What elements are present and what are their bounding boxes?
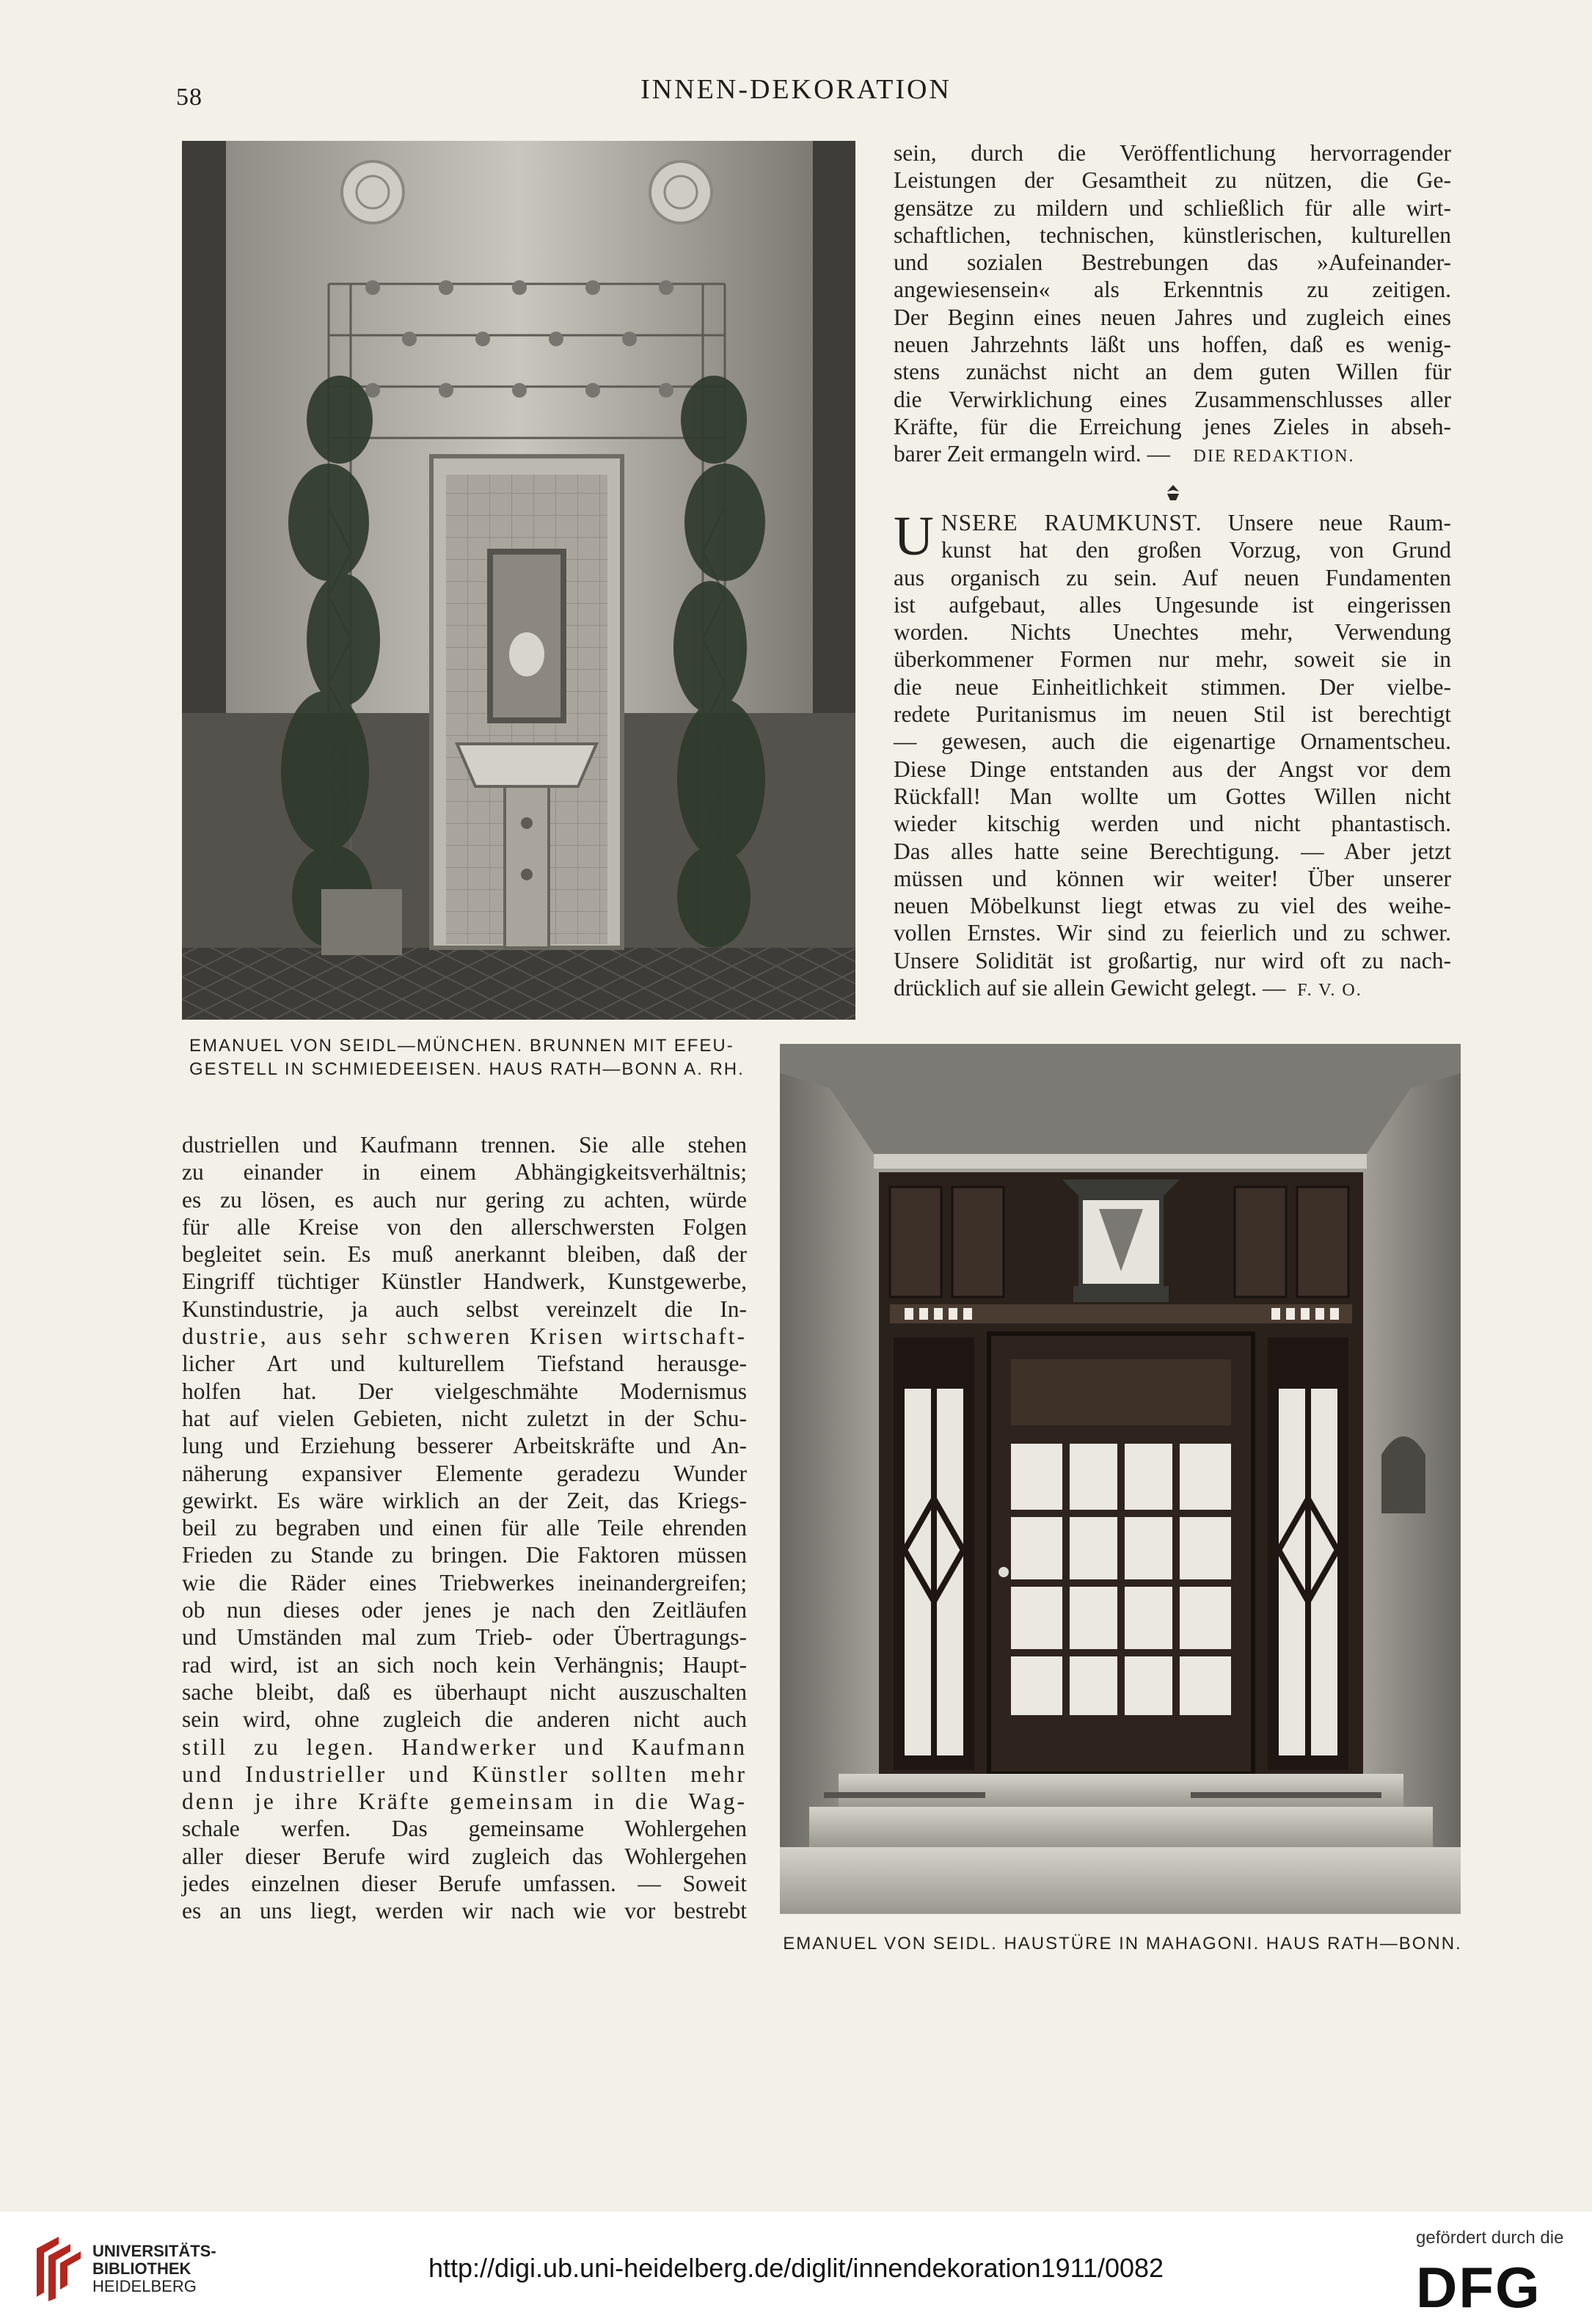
fountain-caption-line-2: GESTELL IN SCHMIEDEEISEN. HAUS RATH—BONN A. RH.: [189, 1059, 745, 1079]
last-line-text: drücklich auf sie allein Gewicht gelegt. —: [894, 975, 1286, 1001]
text-line: [894, 509, 1451, 536]
text-line-last: [894, 440, 1451, 470]
raumkunst-section: [894, 505, 1451, 1004]
text-line: hat auf vielen Gebieten, nicht zuletzt in der Schu-: [182, 1405, 747, 1431]
text-line: Eingriff tüchtiger Künstler Handwerk, Kunstgewerbe,: [182, 1268, 747, 1295]
text-line: Leistungen der Gesamtheit zu nützen, die Ge-: [894, 167, 1451, 194]
text-line: Unsere Solidität ist großartig, nur wird oft zu nach-: [894, 947, 1451, 973]
text-line: die neue Einheitlichkeit stimmen. Der vielbe-: [894, 673, 1451, 700]
text-line: wieder kitschig werden und nicht phantastisch.: [894, 811, 1451, 837]
text-line: und Industrieller und Künstler sollten mehr: [182, 1761, 747, 1787]
dfg-logo: DFG: [1416, 2255, 1541, 2320]
intro-text-column: [894, 139, 1451, 471]
university-library-name: [92, 2243, 216, 2295]
running-head: [0, 73, 1592, 117]
text-line: begleitet sein. Es muß anerkannt bleiben, daß der: [182, 1241, 747, 1268]
text-line: Kräfte, für die Erreichung jenes Zieles in abseh-: [894, 413, 1451, 439]
text-line: gensätze zu mildern und schließlich für alle wirt-: [894, 194, 1451, 221]
text-line: müssen und können wir weiter! Über unserer: [894, 865, 1451, 891]
text-line: für alle Kreise von den allerschwersten Folgen: [182, 1213, 747, 1240]
text-line-last: [894, 974, 1451, 1004]
text-line: Kunstindustrie, ja auch selbst vereinzelt die In-: [182, 1296, 747, 1322]
text-line: angewiesensein« als Erkenntnis zu zeitigen.: [894, 277, 1451, 303]
text-line: sache bleibt, daß es überhaupt nicht auszuschalten: [182, 1678, 747, 1705]
door-photo: [780, 1044, 1461, 1914]
text-line: Diese Dinge entstanden aus der Angst vor dem: [894, 756, 1451, 782]
text-line: sein, durch die Veröffentlichung hervorragender: [894, 140, 1451, 166]
text-line: zu einander in einem Abhängigkeitsverhältnis;: [182, 1159, 747, 1185]
text-line: sein wird, ohne zugleich die anderen nicht auch: [182, 1706, 747, 1733]
text-line: worden. Nichts Unechtes mehr, Verwendung: [894, 619, 1451, 646]
text-line: es zu lösen, es auch nur gering zu achten, würde: [182, 1186, 747, 1213]
text-line: näherung expansiver Elemente geradezu Wunder: [182, 1460, 747, 1486]
door-illustration: [780, 1044, 1461, 1914]
page-number: 58: [176, 84, 202, 111]
text-line: dustriellen und Kaufmann trennen. Sie alle stehen: [182, 1132, 747, 1158]
fountain-illustration: [182, 141, 855, 1020]
text-line: vollen Ernstes. Wir sind zu feierlich und zu schwer.: [894, 920, 1451, 946]
text-line: beil zu begraben und einen für alle Teile ehrenden: [182, 1515, 747, 1541]
text-line: und sozialen Bestrebungen das »Aufeinander-: [894, 249, 1451, 276]
text-line: überkommener Formen nur mehr, soweit sie in: [894, 646, 1451, 673]
author-signature: F. V. O.: [1297, 981, 1362, 1001]
text-line: — gewesen, auch die eigenartige Ornamentscheu.: [894, 728, 1451, 755]
text-line: Rückfall! Man wollte um Gottes Willen nicht: [894, 783, 1451, 809]
text-line: kunst hat den großen Vorzug, von Grund: [941, 537, 1451, 563]
sponsor-label: gefördert durch die: [1416, 2228, 1564, 2248]
text-line: neuen Möbelkunst liegt etwas zu viel des weihe-: [894, 893, 1451, 919]
text-line: still zu legen. Handwerker und Kaufmann: [182, 1733, 747, 1760]
text-line: lung und Erziehung besserer Arbeitskräfte und An-: [182, 1433, 747, 1459]
text-line: gewirkt. Es wäre wirklich an der Zeit, das Kriegs-: [182, 1487, 747, 1513]
text-line: rad wird, ist an sich noch kein Verhängnis; Haupt-: [182, 1651, 747, 1678]
text-line: und Umständen mal zum Trieb- oder Übertragungs-: [182, 1624, 747, 1651]
text-line: holfen hat. Der vielgeschmähte Modernismus: [182, 1378, 747, 1404]
fountain-caption-line-1: EMANUEL VON SEIDL—MÜNCHEN. BRUNNEN MIT EFEU-: [189, 1036, 734, 1056]
library-name-line-3: HEIDELBERG: [92, 2277, 197, 2295]
text-line: dustrie, aus sehr schweren Krisen wirtschaft-: [182, 1323, 747, 1350]
text-line: Der Beginn eines neuen Jahres und zugleich eines: [894, 304, 1451, 330]
fountain-photo: [182, 141, 855, 1020]
first-line-rest: Unsere neue Raum-: [1202, 510, 1451, 536]
section-ornament-icon: [1163, 483, 1183, 503]
text-line: stens zunächst nicht an dem guten Willen für: [894, 359, 1451, 385]
university-library-logo-icon: [29, 2234, 82, 2301]
last-line-text: barer Zeit ermangeln wird. —: [894, 441, 1170, 467]
editorial-signature: DIE REDAKTION.: [1193, 447, 1355, 467]
text-line: Das alles hatte seine Berechtigung. — Aber jetzt: [894, 838, 1451, 864]
text-line: ob nun dieses oder jenes je nach den Zeitläufen: [182, 1597, 747, 1623]
text-line: denn je ihre Kräfte gemeinsam in die Wag-: [182, 1788, 747, 1815]
dropcap: U: [894, 505, 934, 567]
fountain-caption: [189, 1034, 850, 1081]
section-heading: NSERE RAUMKUNST.: [941, 510, 1202, 536]
door-caption: EMANUEL VON SEIDL. HAUSTÜRE IN MAHAGONI. HAUS RATH—BONN.: [783, 1934, 1462, 1954]
text-line: es an uns liegt, werden wir nach wie vor bestrebt: [182, 1898, 747, 1924]
source-url-link[interactable]: http://digi.ub.uni-heidelberg.de/diglit/innendekoration1911/0082: [428, 2253, 1164, 2283]
text-line: wie die Räder eines Triebwerkes ineinandergreifen;: [182, 1569, 747, 1596]
library-name-line-2: BIBLIOTHEK: [92, 2259, 191, 2278]
text-line: schale werfen. Das gemeinsame Wohlergehen: [182, 1816, 747, 1842]
library-name-line-1: UNIVERSITÄTS-: [92, 2242, 216, 2260]
text-line: Frieden zu Stande zu bringen. Die Faktoren müssen: [182, 1542, 747, 1568]
text-line: redete Puritanismus im neuen Stil ist berechtigt: [894, 701, 1451, 728]
text-line: jedes einzelnen dieser Berufe umfassen. — Soweit: [182, 1871, 747, 1897]
text-line: aller dieser Berufe wird zugleich das Wohlergehen: [182, 1843, 747, 1869]
text-line: licher Art und kulturellem Tiefstand herausge-: [182, 1351, 747, 1377]
text-line: ist aufgebaut, alles Ungesunde ist eingerissen: [894, 591, 1451, 618]
text-line: schaftlichen, technischen, künstlerischen, kulturellen: [894, 222, 1451, 248]
text-line: neuen Jahrzehnts läßt uns hoffen, daß es wenig-: [894, 332, 1451, 358]
main-text-column: [182, 1131, 747, 1925]
text-line: aus organisch zu sein. Auf neuen Fundamenten: [894, 564, 1451, 591]
digitization-footer: [0, 2212, 1592, 2324]
journal-title: INNEN-DEKORATION: [640, 74, 952, 105]
text-line: die Verwirklichung eines Zusammenschlusses aller: [894, 386, 1451, 412]
